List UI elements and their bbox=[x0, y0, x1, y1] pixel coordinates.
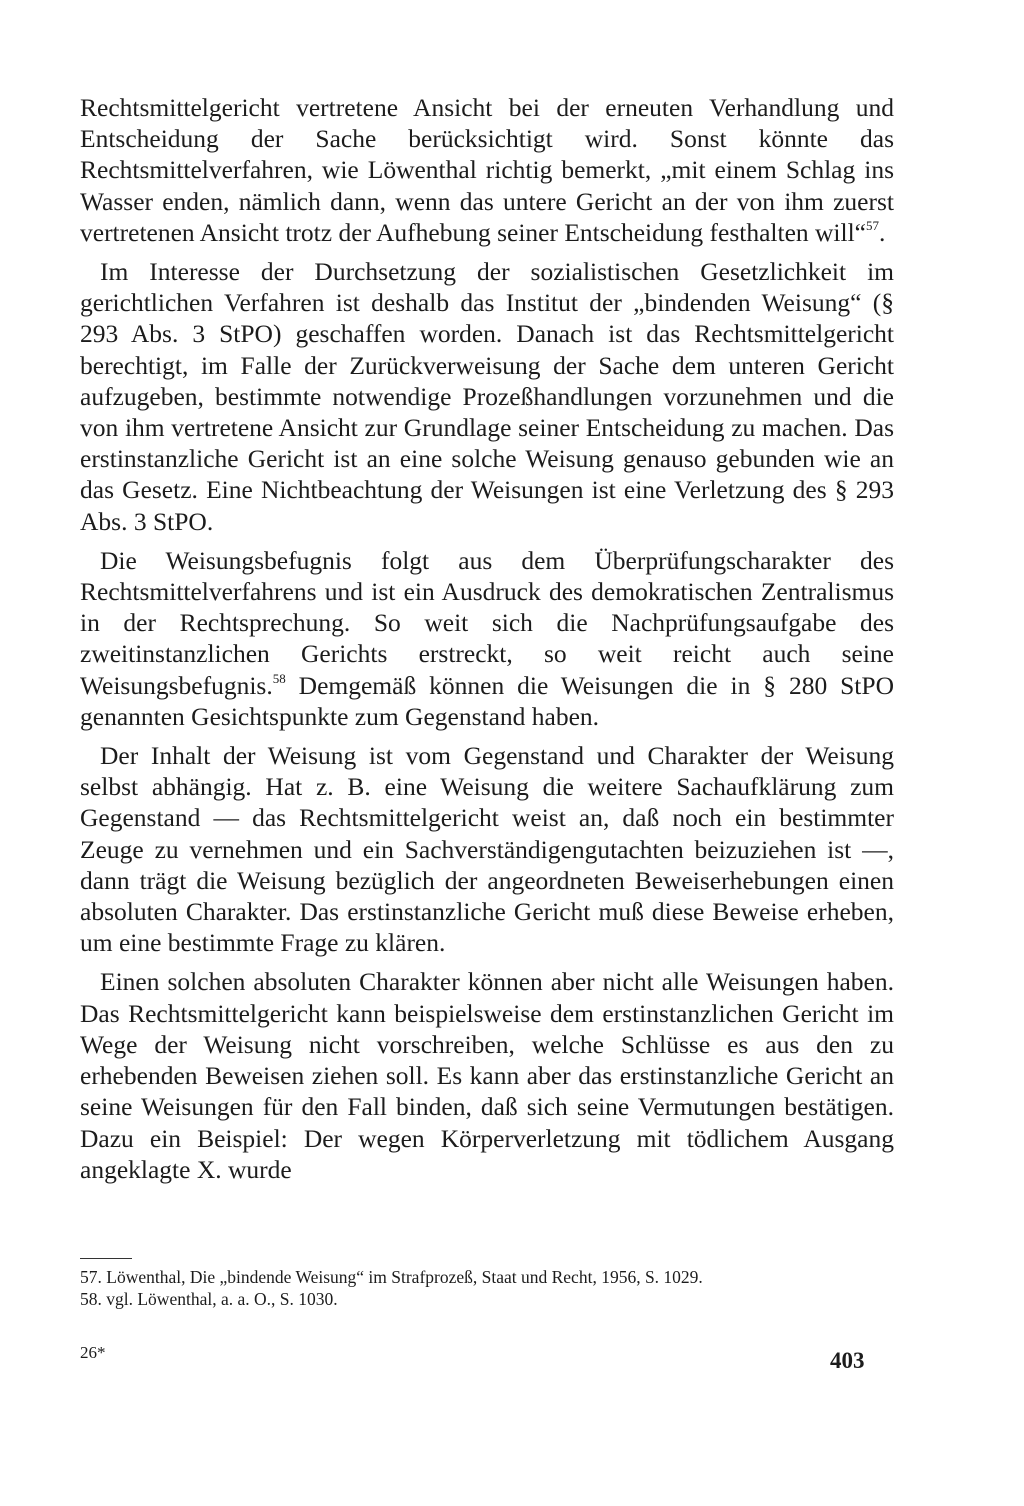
footnotes bbox=[80, 1266, 894, 1310]
paragraph-1-end: . bbox=[879, 217, 886, 247]
footnote-ref-58: 58 bbox=[272, 670, 286, 686]
footnote-ref-57: 57 bbox=[866, 217, 880, 233]
paragraph-2-text: Im Interesse der Durchsetzung der sozialistischen Gesetzlichkeit im gerichtlichen Verfahren ist deshalb das Institut der „bindenden Weisung“ (§ 293 Abs. 3 StPO) geschaffen worden. Danach ist das Rechtsmittelgericht berechtigt, im Falle der Zurückverweisung der Sache dem unteren Gericht aufzugeben, bestimmte notwendige Prozeßhandlungen vorzunehmen und die von ihm vertretene Ansicht zur Grundlage seiner Entscheidung zu machen. Das erstinstanzliche Gericht ist an eine solche Weisung genauso gebunden wie an das Gesetz. Eine Nichtbeachtung der Weisungen ist eine Verletzung des § 293 Abs. 3 StPO. bbox=[80, 257, 894, 536]
paragraph-4-text: Der Inhalt der Weisung ist vom Gegenstand und Charakter der Weisung selbst abhängig. Hat z. B. eine Weisung die weitere Sachaufklärung zum Gegenstand — das Rechtsmittelgericht weist an, daß noch ein bestimmter Zeuge zu vernehmen und ein Sachverständigengutachten beizuziehen ist —, dann trägt die Weisung bezüglich der angeordneten Beweiserhebungen einen absoluten Charakter. Das erstinstanzliche Gericht muß diese Beweise erheben, um eine bestimmte Frage zu klären. bbox=[80, 741, 894, 958]
page-number: 403 bbox=[830, 1348, 865, 1373]
footnote-57: 57. Löwenthal, Die „bindende Weisung“ im Strafprozeß, Staat und Recht, 1956, S. 1029. bbox=[80, 1267, 703, 1287]
paragraph-1-text: Rechtsmittelgericht vertretene Ansicht bei der erneuten Verhandlung und Entscheidung der Sache berücksichtigt wird. Sonst könnte das Rechtsmittelverfahren, wie Löwenthal richtig bemerkt, „mit einem Schlag ins Wasser enden, nämlich dann, wenn das untere Gericht an der von ihm zuerst vertretenen Ansicht trotz der Aufhebung seiner Entscheidung festhalten will“ bbox=[80, 93, 894, 247]
paragraph-3-text: Die Weisungsbefugnis folgt aus dem Überprüfungscharakter des Rechtsmittelverfahrens und ist ein Ausdruck des demokratischen Zentralismus in der Rechtsprechung. So weit sich die Nachprüfungsaufgabe des zweitinstanzlichen Gerichts erstreckt, so weit reicht auch seine Weisungsbefugnis. bbox=[80, 545, 894, 700]
paragraph-3-tail: Demgemäß können die Weisungen die in § 280 StPO genannten Gesichtspunkte zum Gegenstand haben. bbox=[80, 670, 894, 731]
footnote-58: 58. vgl. Löwenthal, a. a. O., S. 1030. bbox=[80, 1289, 338, 1309]
footnote-divider bbox=[80, 1258, 132, 1259]
paragraph-1 bbox=[80, 92, 894, 248]
paragraph-5 bbox=[80, 966, 894, 1184]
page-body bbox=[80, 92, 894, 1193]
paragraph-4 bbox=[80, 740, 894, 958]
paragraph-3 bbox=[80, 545, 894, 732]
paragraph-2 bbox=[80, 256, 894, 537]
signature-mark: 26* bbox=[80, 1343, 106, 1362]
paragraph-5-text: Einen solchen absoluten Charakter können aber nicht alle Weisungen haben. Das Rechtsmittelgericht kann beispielsweise dem erstinstanzlichen Gericht im Wege der Weisung nicht vorschreiben, welche Schlüsse es aus den zu erhebenden Beweisen ziehen soll. Es kann aber das erstinstanzliche Gericht an seine Weisungen für den Fall binden, daß sich seine Vermutungen bestätigen. Dazu ein Beispiel: Der wegen Körperverletzung mit tödlichem Ausgang angeklagte X. wurde bbox=[80, 967, 894, 1184]
